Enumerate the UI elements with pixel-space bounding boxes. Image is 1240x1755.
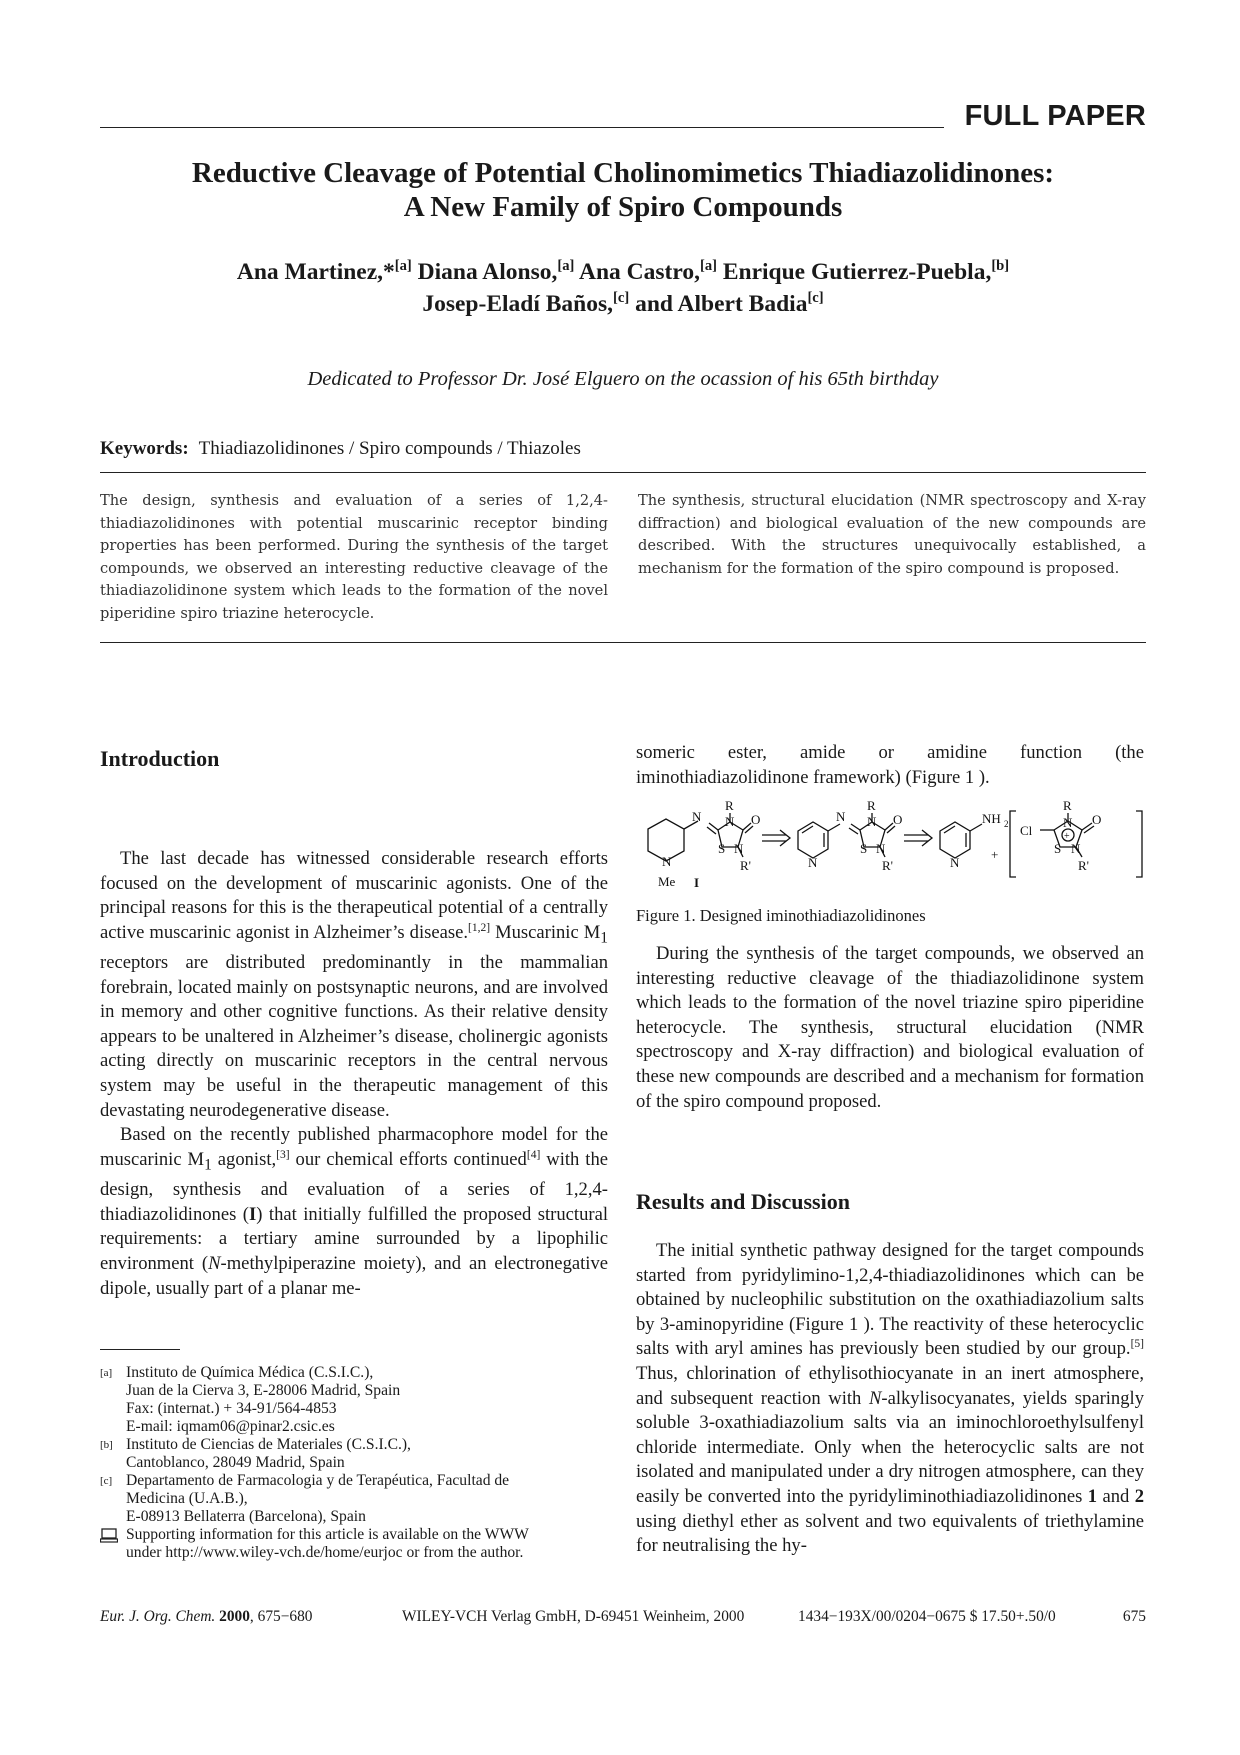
- author-name: Diana Alonso,: [417, 259, 558, 285]
- article-type-label: FULL PAPER: [964, 100, 1146, 132]
- intro-paragraph-1: The last decade has witnessed considerable research efforts focused on the development of muscarinic agonists. One of the principal reasons for this is the therapeutical potential of a centrally active muscarinic agonist in Alzheimer’s disease.[1,2] Muscarinic $M_1$ receptors are distributed predominantly in the mammalian forebrain, located mainly on postsynaptic neurons, and are involved in memory and other cognitive functions. As their relative density appears to be unaltered in Alzheimer’s disease, cholinergic agonists acting directly on muscarinic receptors in the central nervous system may be useful in the therapeutic management of this devastating neurodegenerative disease.: [100, 848, 608, 1121]
- svg-text:N: N: [725, 814, 735, 829]
- keywords: [100, 438, 581, 460]
- svg-text:O: O: [751, 812, 761, 827]
- title-line-2: A New Family of Spiro Compounds: [403, 191, 843, 223]
- figure-1-caption: Figure 1. Designed iminothiadiazolidinones: [636, 906, 926, 925]
- svg-text:S: S: [718, 841, 726, 856]
- author-affiliation: [a]: [699, 258, 717, 275]
- author-line-1: [100, 256, 1146, 288]
- svg-text:+: +: [1064, 831, 1070, 842]
- intro-paragraph-2: Based on the recently published pharmacophore model for the muscarinic $M_1$ agonist,[3] our chemical efforts continued[4] with the design, synthesis and evaluation of a series of 1,2,4-thiadiazolidinones (I) that initially fulfilled the proposed structural requirements: a tertiary amine surrounded by a lipophilic environment (N-methylpiperazine moiety), and an electronegative dipole, usually part of a planar me-: [100, 1124, 608, 1299]
- footnote-b: [b] Instituto de Ciencias de Materiales (C.S.I.C.), Cantoblanco, 28049 Madrid, Spain: [100, 1436, 411, 1471]
- page-number: 675: [1122, 1608, 1146, 1625]
- author-name: and Albert Badia: [635, 291, 808, 317]
- svg-text:N: N: [1063, 815, 1073, 830]
- svg-text:R: R: [725, 798, 734, 813]
- author-affiliation: [a]: [394, 258, 412, 275]
- citation: [3]: [276, 1148, 290, 1161]
- author-name: Enrique Gutierrez-Puebla,: [722, 259, 992, 285]
- journal-citation: Eur. J. Org. Chem. 2000, 675−680: [100, 1608, 313, 1625]
- svg-text:+: +: [991, 847, 999, 862]
- results-body: [636, 1239, 1144, 1559]
- abstract-bottom-rule: [100, 642, 1146, 643]
- title-line-1: Reductive Cleavage of Potential Cholinomimetics Thiadiazolidinones:: [191, 157, 1055, 189]
- author-affiliation: [a]: [557, 258, 575, 275]
- svg-text:N: N: [950, 855, 960, 870]
- svg-text:N: N: [734, 841, 744, 856]
- svg-text:N: N: [662, 854, 672, 869]
- svg-text:O: O: [1092, 812, 1102, 827]
- svg-text:S: S: [860, 841, 868, 856]
- author-affiliation: [b]: [991, 258, 1010, 275]
- figure-1-scheme: [636, 797, 1146, 893]
- abstract-right: The synthesis, structural elucidation (NMR spectroscopy and X-ray diffraction) and biological evaluation of the new compounds are described. With the structures unequivocally established, a mechanism for the formation of the spiro compound is proposed.: [638, 492, 1146, 577]
- author-name: Josep-Eladí Baños,: [422, 291, 614, 317]
- keywords-label: Keywords:: [100, 438, 189, 459]
- results-paragraph-1: The initial synthetic pathway designed for the target compounds started from pyridylimino-1,2,4-thiadiazolidinones which can be obtained by nucleophilic substitution on the oxathiadiazolium salts by 3-aminopyridine (Figure 1 ). The reactivity of these heterocyclic salts with aryl amines has previously been studied by our group.[5] Thus, chlorination of ethylisothiocyanate in an inert atmosphere, and subsequent reaction with N-alkylisocyanates, yields sparingly soluble 3-oxathiadiazolium salts via an iminochloroethylsulfenyl chloride intermediate. Only when the heterocyclic salts are not isolated and manipulated under a dry nitrogen atmosphere, can they easily be converted into the pyridyliminothiadiazolidinones 1 and 2 using diethyl ether as solvent and two equivalents of triethylamine for neutralising the hy-: [636, 1240, 1144, 1557]
- footnote-a: [a] Instituto de Química Médica (C.S.I.C.), Juan de la Cierva 3, E-28006 Madrid, Spain Fax: (internat.) + 34-91/564-4853 E-mail: iqmam06@pinar2.csic.es: [100, 1364, 401, 1435]
- introduction-body: [100, 847, 608, 1301]
- computer-icon: [100, 1528, 118, 1549]
- header-rule: [100, 127, 944, 128]
- svg-text:N: N: [1071, 841, 1081, 856]
- footnote-c: [c] Departamento de Farmacologia y de Terapéutica, Facultad de Medicina (U.A.B.), E-08913 Bellaterra (Barcelona), Spain: [100, 1472, 510, 1525]
- author-affiliation: [c]: [807, 290, 824, 307]
- svg-text:I: I: [694, 875, 700, 890]
- svg-text:NH: NH: [982, 811, 1001, 826]
- svg-text:N: N: [836, 809, 846, 824]
- author-name: Ana Martinez,*: [236, 259, 395, 285]
- svg-text:R: R: [1063, 798, 1072, 813]
- svg-text:N: N: [867, 814, 877, 829]
- svg-text:N: N: [876, 841, 886, 856]
- synthesis-paragraph: During the synthesis of the target compounds, we observed an interesting reductive cleavage of the thiadiazolidinone system which leads to the formation of the novel triazine spiro piperidine heterocycle. The synthesis, structural elucidation (NMR spectroscopy and X-ray diffraction) and biological evaluation of these new compounds are described and a mechanism for formation of the spiro compound proposed.: [636, 943, 1144, 1112]
- issn-line: 1434−193X/00/0204−0675 $ 17.50+.50/0: [798, 1608, 1056, 1625]
- svg-text:Cl: Cl: [1020, 823, 1033, 838]
- dedication: Dedicated to Professor Dr. José Elguero on the ocassion of his 65th birthday: [307, 368, 939, 390]
- paper-title: [100, 156, 1146, 224]
- section-heading-results: Results and Discussion: [636, 1189, 850, 1214]
- author-affiliation: [c]: [613, 290, 630, 307]
- author-line-2: [100, 288, 1146, 320]
- section-heading-introduction: Introduction: [100, 746, 220, 771]
- svg-text:R': R': [1078, 858, 1090, 873]
- svg-text:S: S: [1054, 841, 1062, 856]
- svg-text:R': R': [740, 858, 752, 873]
- footnotes: [100, 1364, 608, 1562]
- citation: [4]: [526, 1148, 541, 1161]
- svg-text:O: O: [893, 812, 903, 827]
- abstract-top-rule: [100, 472, 1146, 473]
- svg-text:R': R': [882, 858, 894, 873]
- footnote-supporting-info: Supporting information for this article is available on the WWW under http://www.wiley-vch.de/home/eurjoc or from the author.: [100, 1526, 608, 1562]
- keywords-value: Thiadiazolidinones / Spiro compounds / Thiazoles: [198, 438, 581, 459]
- svg-text:2: 2: [1004, 819, 1009, 829]
- svg-text:Me: Me: [658, 874, 676, 889]
- citation: [5]: [1130, 1338, 1144, 1351]
- author-list: [100, 256, 1146, 320]
- publisher-line: WILEY-VCH Verlag GmbH, D-69451 Weinheim, 2000: [402, 1608, 745, 1625]
- abstract-left: The design, synthesis and evaluation of a series of 1,2,4-thiadiazolidinones with potential muscarinic receptor binding properties has been performed. During the synthesis of the target compounds, we observed an interesting reductive cleavage of the thiadiazolidinone system which leads to the formation of the novel piperidine spiro triazine heterocycle.: [100, 492, 608, 622]
- svg-text:N: N: [692, 809, 702, 824]
- footnote-rule: [100, 1349, 180, 1350]
- citation: [1,2]: [468, 921, 491, 934]
- author-name: Ana Castro,: [578, 259, 700, 285]
- svg-text:N: N: [808, 855, 818, 870]
- svg-text:R: R: [867, 798, 876, 813]
- intro-continuation: someric ester, amide or amidine function (the iminothiadiazolidinone framework) (Figure 1 ).: [636, 742, 1144, 788]
